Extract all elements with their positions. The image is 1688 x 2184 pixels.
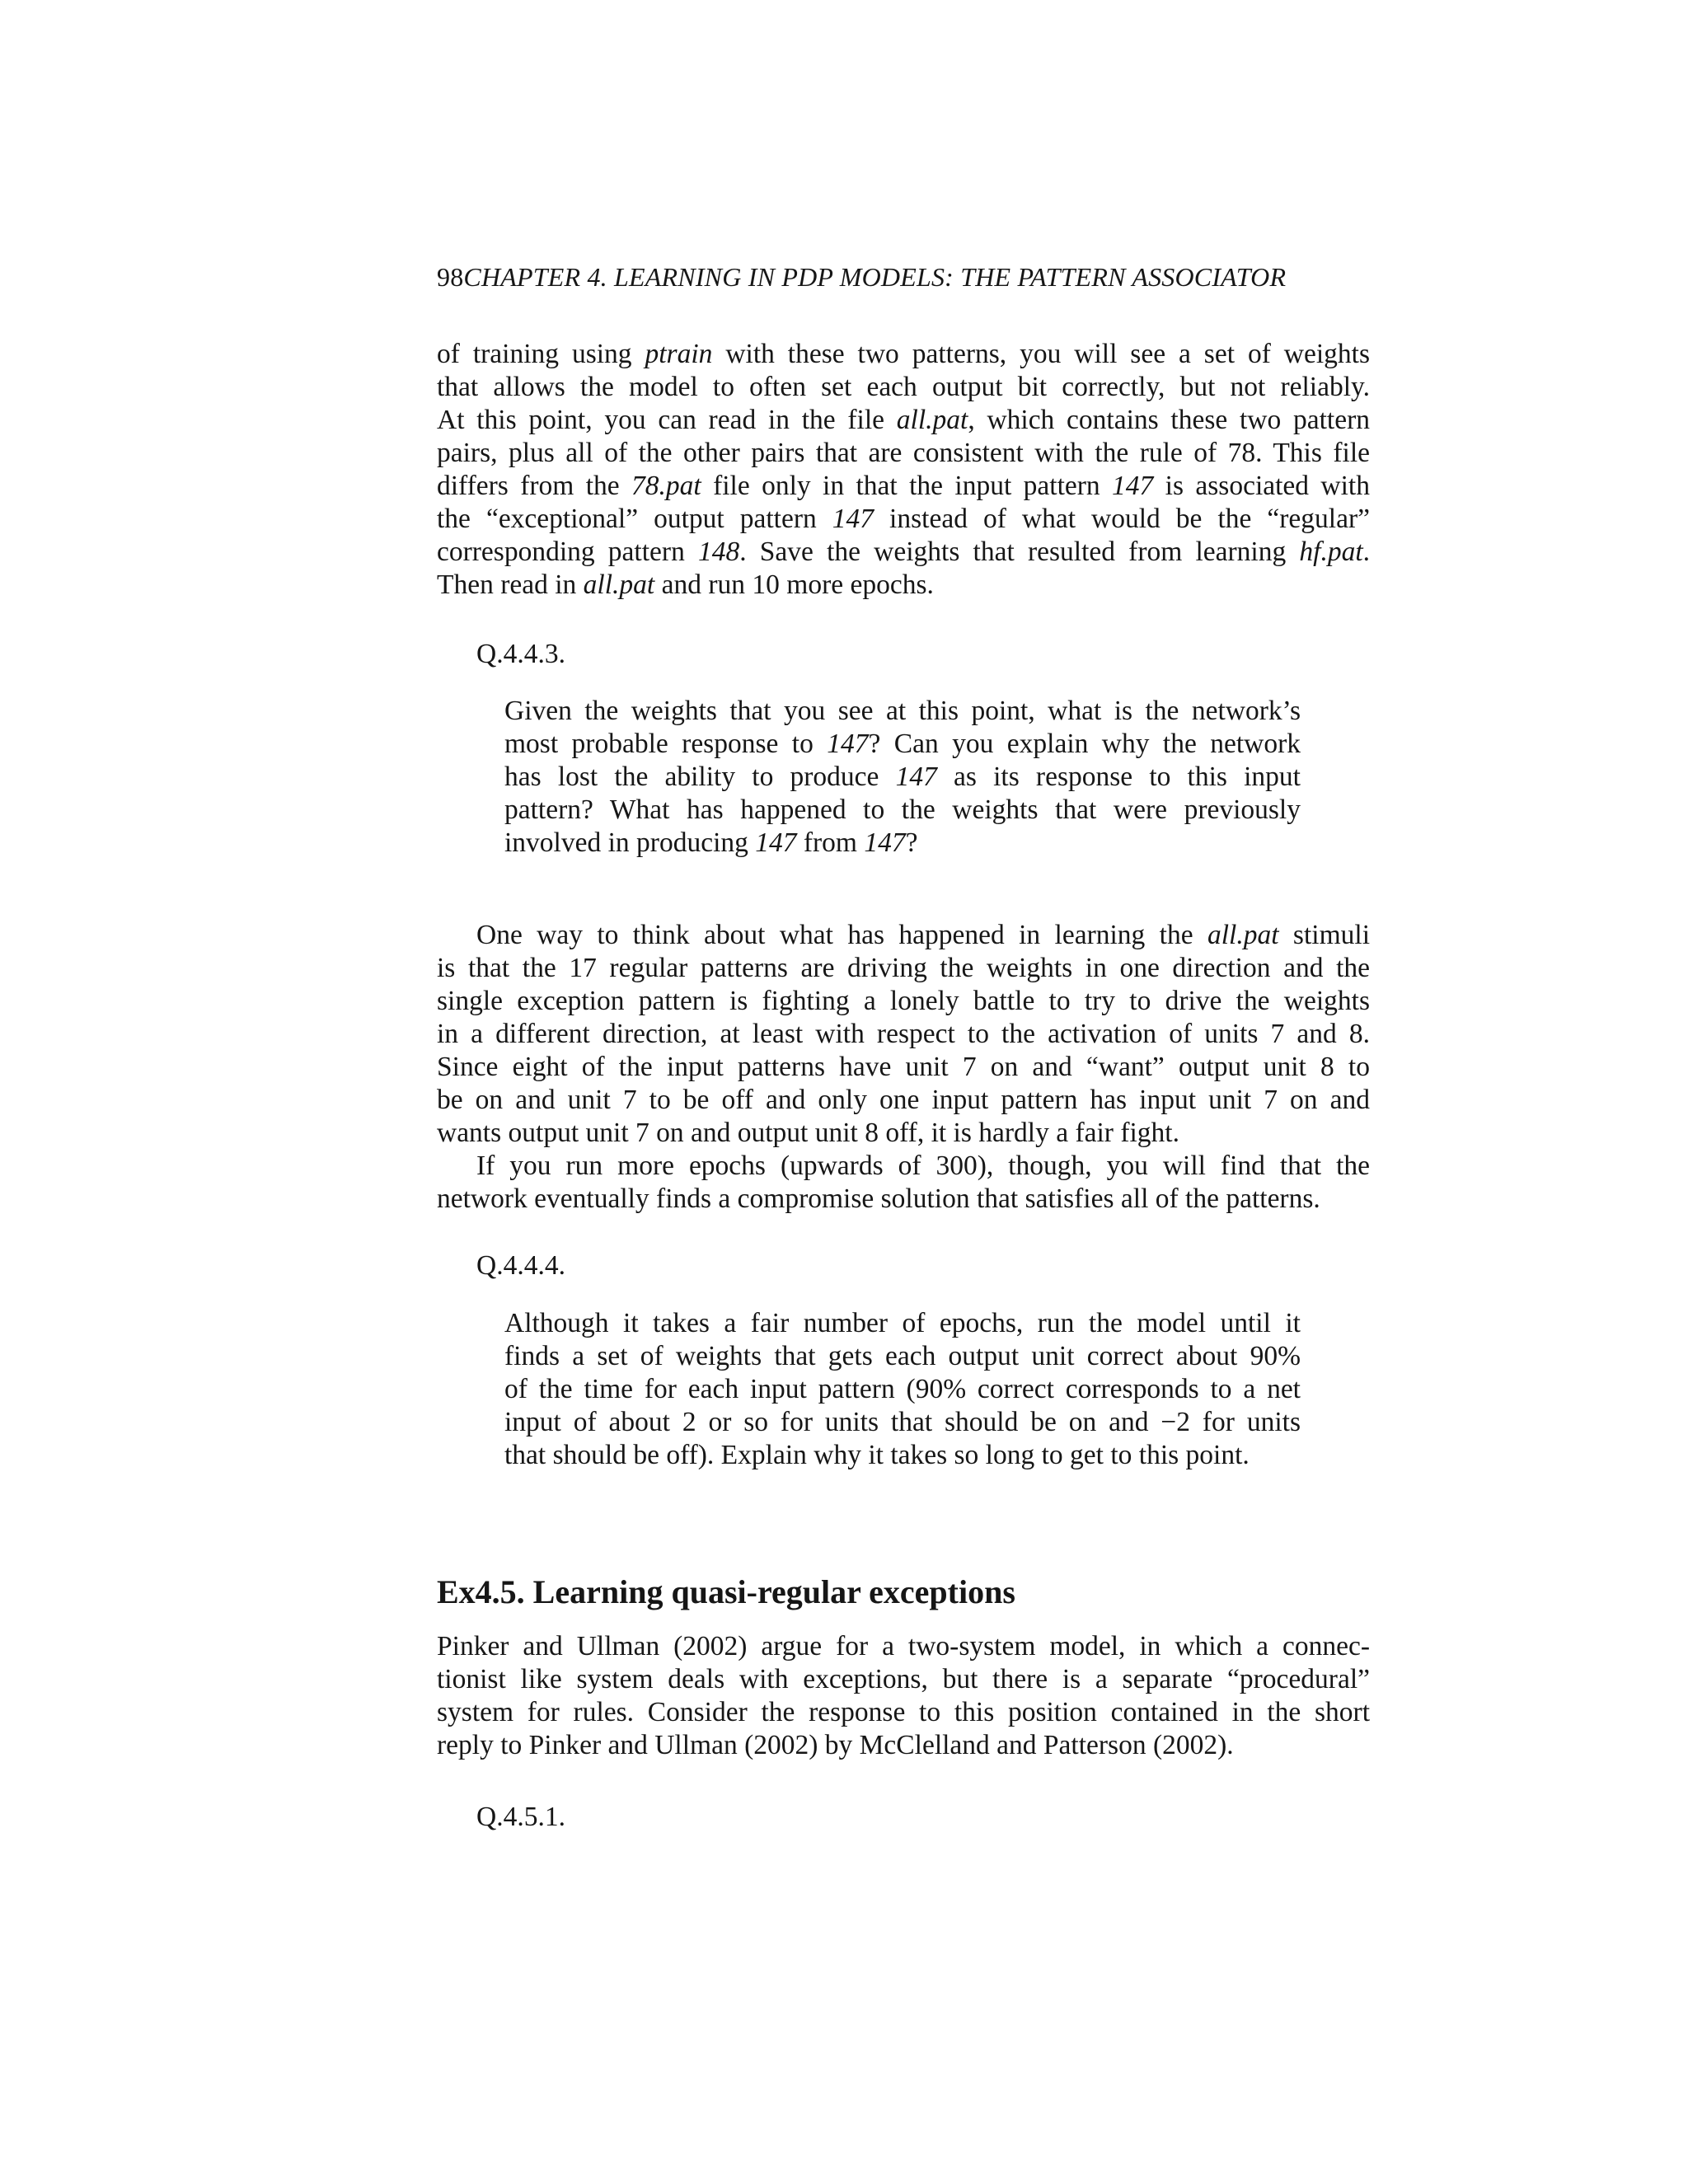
- text-line: single exception pattern is fighting a lonely battle to try to drive the weights: [437, 986, 1370, 1016]
- text-line: network eventually finds a compromise solution that satisfies all of the patterns.: [437, 1183, 1320, 1214]
- text-line: Given the weights that you see at this point, what is the network’s: [504, 696, 1301, 726]
- text-line: differs from the 78.pat file only in that the input pattern 147 is associated with: [437, 471, 1370, 501]
- text-line: reply to Pinker and Ullman (2002) by McClelland and Patterson (2002).: [437, 1730, 1234, 1760]
- text-line: finds a set of weights that gets each output unit correct about 90%: [504, 1341, 1301, 1371]
- text-line: corresponding pattern 148. Save the weights that resulted from learning hf.pat.: [437, 537, 1371, 567]
- text-line: One way to think about what has happened in learning the all.pat stimuli: [476, 920, 1370, 950]
- paragraph-continuation: [437, 338, 1370, 602]
- page-number: 98: [437, 262, 464, 292]
- text-line: At this point, you can read in the file all.pat, which contains these two pattern: [437, 405, 1370, 435]
- text-line: in a different direction, at least with respect to the activation of units 7 and 8.: [437, 1019, 1370, 1049]
- text-line: has lost the ability to produce 147 as its response to this input: [504, 762, 1301, 792]
- text-line: Although it takes a fair number of epochs, run the model until it: [504, 1308, 1301, 1338]
- text-line: the “exceptional” output pattern 147 instead of what would be the “regular”: [437, 504, 1370, 534]
- text-line: pairs, plus all of the other pairs that are consistent with the rule of 78. This file: [437, 438, 1370, 468]
- text-line: that allows the model to often set each output bit correctly, but not reliably.: [437, 372, 1370, 402]
- text-line: of the time for each input pattern (90% correct corresponds to a net: [504, 1374, 1301, 1404]
- question-label: Q.4.4.3.: [476, 639, 565, 669]
- paragraph: [437, 919, 1370, 1150]
- text-line: most probable response to 147? Can you explain why the network: [504, 729, 1301, 759]
- text-line: system for rules. Consider the response to this position contained in the short: [437, 1697, 1370, 1727]
- text-line: Then read in all.pat and run 10 more epochs.: [437, 569, 934, 600]
- text-line: Pinker and Ullman (2002) argue for a two-system model, in which a connec-: [437, 1631, 1370, 1661]
- paragraph: [437, 1630, 1370, 1762]
- text-line: of training using ptrain with these two patterns, you will see a set of weights: [437, 339, 1370, 369]
- question-text: [504, 1307, 1301, 1472]
- paragraph: [437, 1150, 1370, 1216]
- text-line: Since eight of the input patterns have unit 7 on and “want” output unit 8 to: [437, 1052, 1370, 1082]
- question-label: Q.4.5.1.: [476, 1802, 565, 1832]
- question-label: Q.4.4.4.: [476, 1250, 565, 1281]
- text-line: tionist like system deals with exceptions, but there is a separate “procedural”: [437, 1664, 1370, 1694]
- text-line: involved in producing 147 from 147?: [504, 827, 918, 858]
- running-title: CHAPTER 4. LEARNING IN PDP MODELS: THE PATTERN ASSOCIATOR: [463, 262, 1287, 292]
- text-line: input of about 2 or so for units that should be on and −2 for units: [504, 1407, 1301, 1437]
- text-line: wants output unit 7 on and output unit 8 off, it is hardly a fair fight.: [437, 1118, 1179, 1148]
- running-header: [437, 260, 1409, 293]
- text-line: is that the 17 regular patterns are driving the weights in one direction and the: [437, 953, 1370, 983]
- text-line: that should be off). Explain why it takes so long to get to this point.: [504, 1440, 1250, 1470]
- text-line: If you run more epochs (upwards of 300), though, you will find that the: [476, 1151, 1370, 1181]
- text-line: pattern? What has happened to the weights that were previously: [504, 794, 1301, 825]
- question-text: [504, 695, 1301, 860]
- text-line: be on and unit 7 to be off and only one input pattern has input unit 7 on and: [437, 1085, 1370, 1115]
- section-title: Ex4.5. Learning quasi-regular exceptions: [437, 1573, 1015, 1610]
